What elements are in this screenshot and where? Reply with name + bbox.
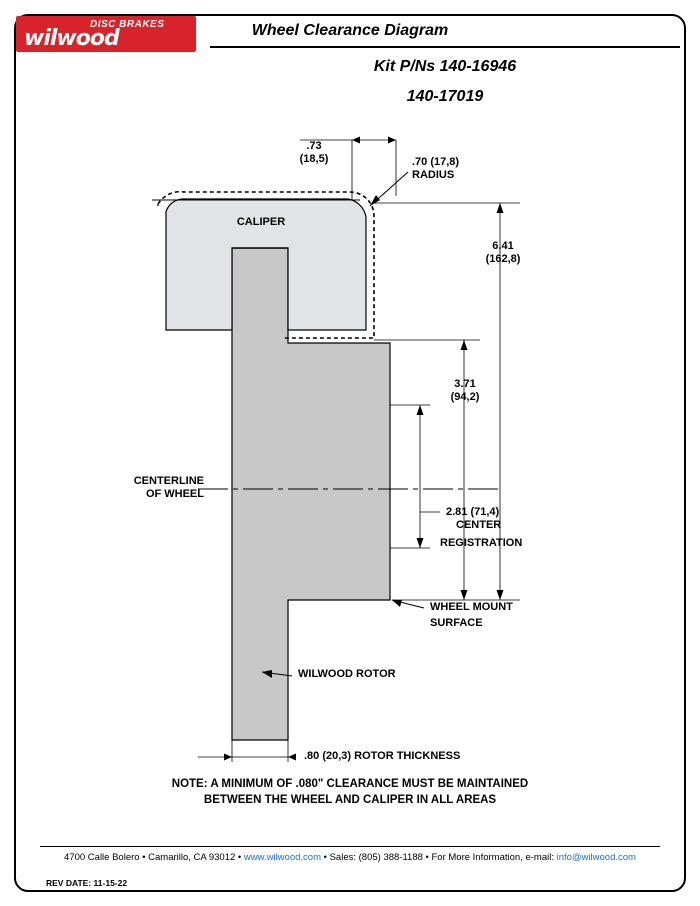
centerline-label-line2: OF WHEEL [145,488,204,500]
dim-073-line2: (18,5) [299,153,329,165]
footer-contact [0,852,700,863]
kit-part-number-line1: Kit P/Ns 140-16946 [373,58,517,75]
dim-641-line1: 6.41 [492,240,514,252]
dim281-arrow-bottom [417,538,424,548]
footer-divider [40,846,660,847]
dim-281-line3: REGISTRATION [440,537,523,549]
page-title: Wheel Clearance Diagram [251,22,449,39]
dim-371-line2: (94,2) [450,391,480,403]
dim641-arrow-top [497,203,504,213]
dim-281-line1: 2.81 (71,4) [446,506,500,518]
dim073-arrow-right [388,137,396,144]
rotor-thickness-arrow-left [224,754,232,761]
revision-date: REV DATE: 11-15-22 [46,878,128,888]
wheel-mount-label-line2: SURFACE [430,617,483,629]
centerline-label-line1: CENTERLINE [133,475,204,487]
rotor-thickness-arrow-right [288,754,296,761]
caliper-label: CALIPER [236,216,286,228]
rotor-thickness-label: .80 (20,3) ROTOR THICKNESS [304,750,461,762]
radius-label-line2: RADIUS [412,169,455,181]
footer-address: 4700 Calle Bolero • Camarillo, CA 93012 • [64,852,244,863]
footer-website-link[interactable]: www.wilwood.com [243,852,321,863]
rotor-label: WILWOOD ROTOR [298,668,396,680]
footer-sales: • Sales: (805) 388-1188 • For More Information, e-mail: [320,852,557,863]
kit-part-number-line2: 140-17019 [406,88,484,105]
dim-073-line1: .73 [306,140,322,152]
wheel-mount-label-line1: WHEEL MOUNT [430,601,513,613]
dim371-arrow-bottom [461,590,468,600]
wheel-mount-arrowhead [392,600,402,607]
radius-arrowhead [370,195,380,206]
dim-281-line2: CENTER [456,519,502,531]
clearance-note [0,776,700,808]
footer-email-link[interactable]: info@wilwood.com [556,852,636,863]
clearance-note-line1: NOTE: A MINIMUM OF .080" CLEARANCE MUST BE MAINTAINED [171,778,529,790]
dim-641-line2: (162,8) [485,253,521,265]
dim371-arrow-top [461,340,468,350]
logo-wordmark: wilwood [24,26,119,51]
dim281-arrow-top [417,405,424,415]
dim641-arrow-bottom [497,590,504,600]
logo-tagline: DISC BRAKES [90,19,165,30]
dim073-arrow-left [352,137,360,144]
dim-371-line1: 3.71 [454,378,476,390]
clearance-note-line2: BETWEEN THE WHEEL AND CALIPER IN ALL AREAS [203,794,497,806]
radius-label-line1: .70 (17,8) [412,156,460,168]
